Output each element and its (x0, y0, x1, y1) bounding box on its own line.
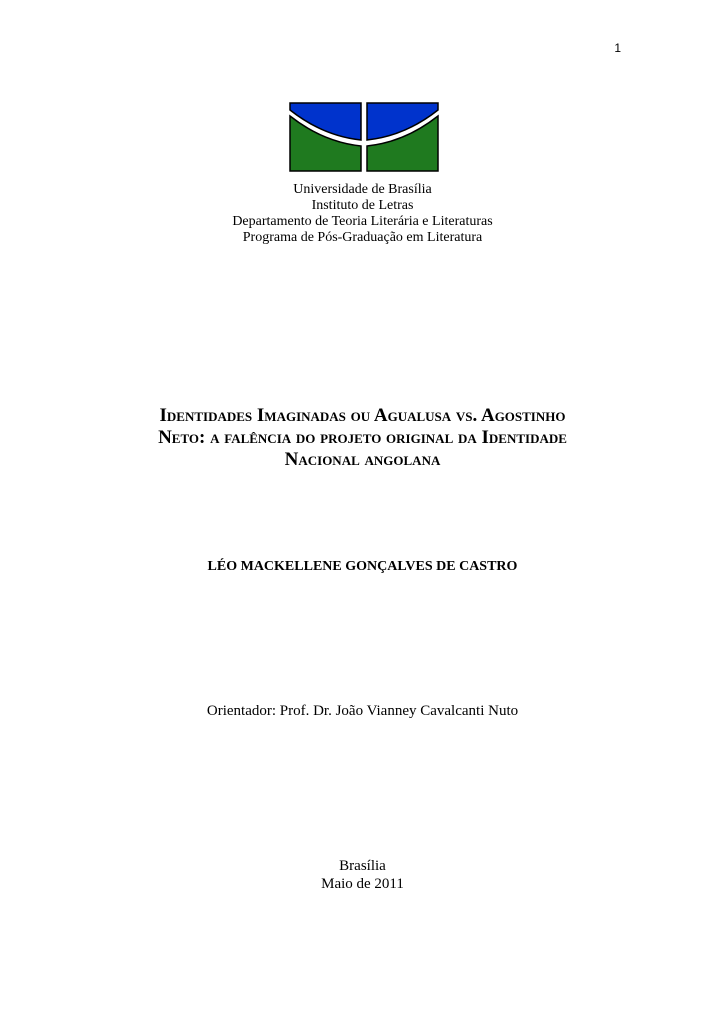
unb-logo-icon (289, 102, 439, 172)
department-name: Departamento de Teoria Literária e Literaturas (232, 214, 493, 229)
place: Brasília (339, 858, 386, 874)
title-line: Nacional angolana (284, 449, 441, 470)
title-line: Neto: a falência do projeto original da Identidade (158, 427, 567, 448)
institute-name: Instituto de Letras (311, 198, 414, 213)
thesis-title (0, 405, 725, 471)
institution-block (0, 182, 725, 246)
title-line: Identidades Imaginadas ou Agualusa vs. Agostinho (159, 405, 566, 426)
date: Maio de 2011 (321, 876, 404, 892)
advisor-line: Orientador: Prof. Dr. João Vianney Cavalcanti Nuto (206, 703, 519, 719)
university-name: Universidade de Brasília (293, 182, 432, 197)
place-date-block (0, 857, 725, 893)
logo-right-block (367, 103, 438, 171)
page-number: 1 (614, 41, 621, 55)
program-name: Programa de Pós-Graduação em Literatura (242, 230, 483, 245)
logo-left-block (290, 103, 361, 171)
author-name: LÉO MACKELLENE GONÇALVES DE CASTRO (207, 559, 518, 574)
